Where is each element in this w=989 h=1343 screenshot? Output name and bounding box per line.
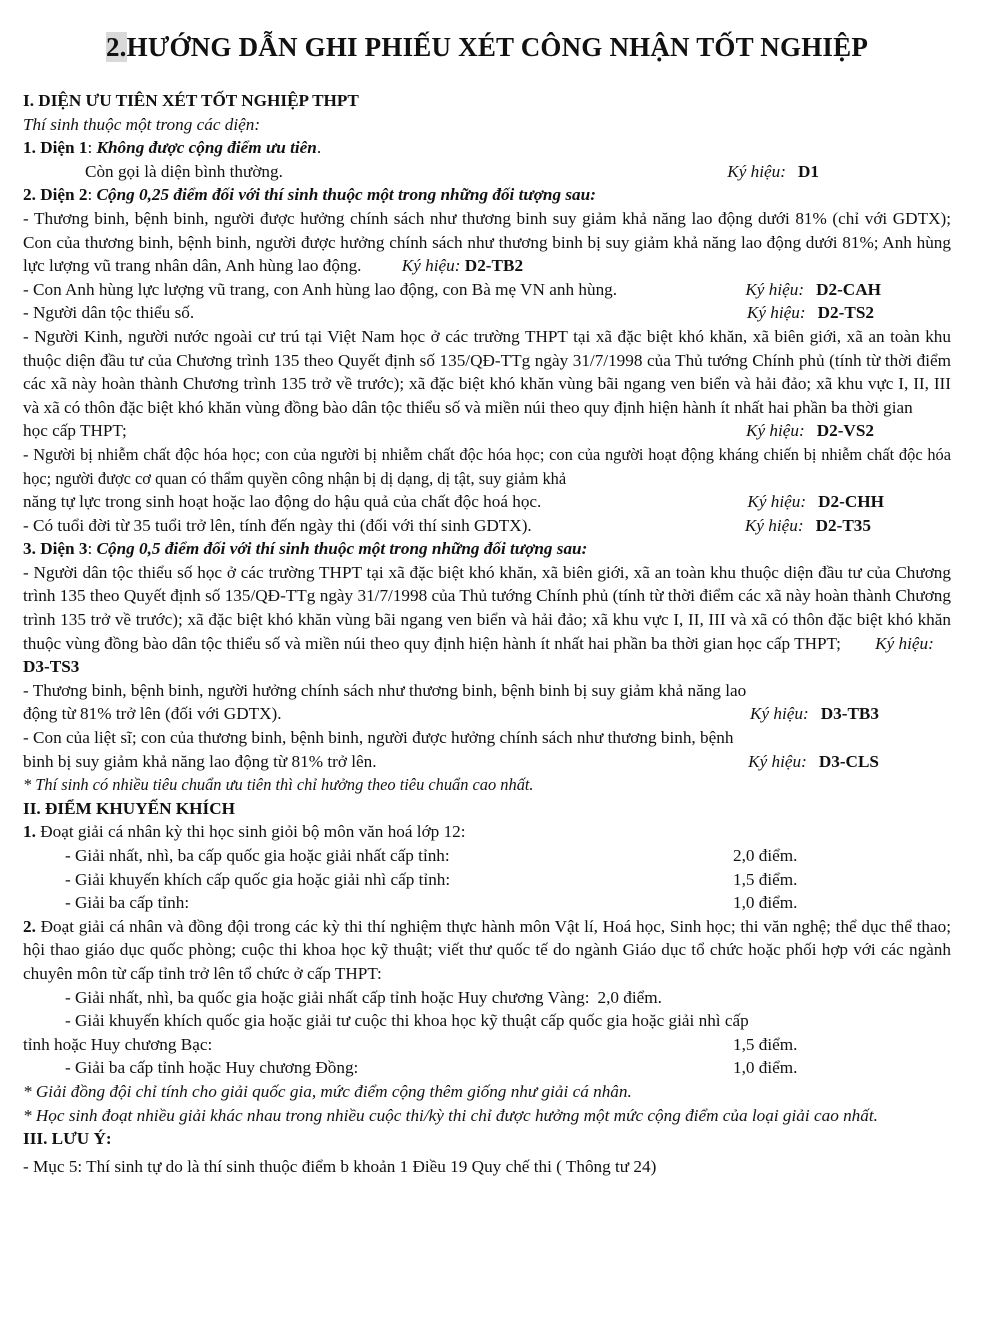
symbol-code: D2-TB2 (464, 256, 524, 276)
section-2-heading: II. ĐIỂM KHUYẾN KHÍCH (23, 798, 235, 818)
d2-item-vs2-text: - Người Kinh, người nước ngoài cư trú tại Việt Nam học ở các trường THPT tại xã đặc biệt khó khăn, xã biên giới, xã an toàn khu thuộc diện đầu tư của Chương trình 135 theo Quyết định số 135/QĐ-TTg ngày 31/7/1998 của Thủ tướng Chính phủ (tính từ thời điểm các xã này hoàn thành Chương trình 135 trở về trước); xã đặc biệt khó khăn vùng bãi ngang ven biển và hải đảo; xã khu vực I, II, III và xã có thôn đặc biệt khó khăn vùng đồng bào dân tộc thiểu số và miền núi theo quy định hiện hành ít nhất hai phần ba thời gian (23, 326, 951, 417)
award-points: 1,5 điểm. (733, 869, 798, 889)
d2-item-chh-text: - Người bị nhiễm chất độc hóa học; con của người bị nhiễm chất độc hóa học; con của người hoạt động kháng chiến bị nhiễm chất độc hóa học; người được cơ quan có thẩm quyền công nhận bị dị dạng, dị tật, suy giảm khả (23, 444, 951, 488)
sec2-p2-item-2-text: - Giải khuyến khích quốc gia hoặc giải tư cuộc thi khoa học kỹ thuật cấp quốc gia hoặc giải nhì cấp (65, 1011, 749, 1031)
d2-heading (23, 183, 951, 207)
d2-item-tail: học cấp THPT; (23, 421, 127, 441)
d2-item-tb2 (23, 207, 951, 278)
d2-chh-symbol (747, 490, 884, 514)
d1-note-row (23, 160, 951, 184)
d2-item-chh-tail (23, 490, 951, 514)
d3-item-cls-tail (23, 750, 951, 774)
d3-sep: : (87, 539, 97, 559)
symbol-label: Ký hiệu: (748, 751, 807, 771)
sec2-p1-item-2 (23, 868, 951, 892)
symbol-label: Ký hiệu: (727, 161, 786, 181)
award-label: - Giải ba cấp tỉnh hoặc Huy chương Đồng: (65, 1058, 359, 1078)
d2-cah-symbol (745, 278, 881, 302)
sec2-p2-num: 2. (23, 916, 36, 936)
d2-sep: : (87, 185, 97, 205)
d2-item-text: - Có tuổi đời từ 35 tuổi trở lên, tính đến ngày thi (đối với thí sinh GDTX). (23, 515, 532, 535)
d3-item-cls-text: - Con của liệt sĩ; con của thương binh, bệnh binh, người được hưởng chính sách như thương binh, bệnh (23, 728, 734, 748)
d3-heading (23, 537, 951, 561)
symbol-label: Ký hiệu: (747, 492, 807, 512)
d2-label: 2. Diện 2 (23, 185, 88, 205)
symbol-code: D2-TS2 (817, 303, 874, 323)
section-1-intro: Thí sinh thuộc một trong các diện: (23, 114, 261, 134)
d3-item-tb3-text: - Thương binh, bệnh binh, người hưởng chính sách như thương binh, bệnh binh bị suy giảm khả năng lao (23, 680, 747, 700)
section-1-heading: I. DIỆN ƯU TIÊN XÉT TỐT NGHIỆP THPT (23, 91, 359, 110)
award-points: 2,0 điểm. (597, 987, 662, 1007)
d2-item-ts2 (23, 301, 951, 325)
award-label-tail: tỉnh hoặc Huy chương Bạc: (23, 1034, 213, 1054)
symbol-label: Ký hiệu: (745, 421, 805, 441)
d1-note: Còn gọi là diện bình thường. (85, 161, 283, 181)
d1-heading (23, 136, 951, 160)
d2-item-t35 (23, 514, 951, 538)
award-label: - Giải nhất, nhì, ba cấp quốc gia hoặc giải nhất cấp tỉnh: (65, 846, 450, 865)
symbol-code: D3-CLS (818, 751, 879, 771)
d2-item-cah (23, 278, 951, 302)
sec2-p2-text: Đoạt giải cá nhân và đồng đội trong các kỳ thi thí nghiệm thực hành môn Vật lí, Hoá học, Sinh học; thi văn nghệ; thể dục thể thao; hội thao giáo dục quốc phòng; cuộc thi khoa học kỹ thuật; viết thư quốc tế do ngành Giáo dục tổ chức hoặc phối hợp với các ngành chuyên môn từ cấp tỉnh trở lên tổ chức ở cấp THPT: (23, 916, 951, 983)
d3-desc: Cộng 0,5 điểm đối với thí sinh thuộc một trong những đối tượng sau: (96, 539, 588, 559)
section-1-note: * Thí sinh có nhiều tiêu chuẩn ưu tiên thì chỉ hưởng theo tiêu chuẩn cao nhất. (23, 775, 534, 795)
d2-item-text: - Thương binh, bệnh binh, người được hưởng chính sách như thương binh suy giảm khả năng lao động dưới 81% (chỉ với GDTX); Con của thương binh, bệnh binh, người được hưởng chính sách như thương binh bị suy giảm khả năng lao động dưới 81%; Anh hùng lực lượng vũ trang nhân dân, Anh hùng lao động. (23, 208, 951, 276)
d1-desc: Không được cộng điểm ưu tiên (96, 138, 317, 158)
award-label: - Giải nhất, nhì, ba quốc gia hoặc giải nhất cấp tỉnh hoặc Huy chương Vàng: (65, 987, 590, 1007)
award-points: 1,5 điểm. (733, 1034, 798, 1054)
d2-t35-symbol (745, 514, 871, 538)
sec2-note-1: * Giải đồng đội chỉ tính cho giải quốc gia, mức điểm cộng thêm giống như giải cá nhân. (23, 1081, 632, 1101)
sec2-p1-item-1 (23, 844, 951, 868)
d2-item-tail: năng tự lực trong sinh hoạt hoặc lao động do hậu quả của chất độc hoá học. (23, 492, 542, 512)
symbol-label: Ký hiệu: (746, 303, 806, 323)
d3-tb3-symbol (750, 702, 879, 726)
symbol-code: D2-T35 (815, 515, 871, 535)
d1-sep: : (87, 138, 97, 158)
sec3-item: - Mục 5: Thí sinh tự do là thí sinh thuộc điểm b khoản 1 Điều 19 Quy chế thi ( Thông tư 24) (23, 1156, 657, 1176)
symbol-label: Ký hiệu: (745, 279, 805, 299)
sec2-p1 (23, 820, 951, 844)
symbol-code: D3-TB3 (820, 704, 879, 724)
d3-item-tail: động từ 81% trở lên (đối với GDTX). (23, 704, 282, 724)
title-number: 2. (105, 32, 127, 62)
sec2-p1-item-3 (23, 891, 951, 915)
d1-symbol (727, 160, 819, 184)
award-label: - Giải ba cấp tỉnh: (65, 893, 190, 913)
symbol-code: D2-CAH (816, 279, 881, 299)
d3-item-tb3-tail (23, 702, 951, 726)
d2-ts2-symbol (747, 301, 874, 325)
d3-label: 3. Diện 3 (23, 539, 88, 559)
d3-item-ts3 (23, 561, 951, 679)
d3-item-tail: binh bị suy giảm khả năng lao động từ 81% trở lên. (23, 751, 377, 771)
award-points: 2,0 điểm. (733, 846, 798, 865)
symbol-code: D1 (797, 161, 819, 181)
award-label: - Giải khuyến khích cấp quốc gia hoặc giải nhì cấp tỉnh: (65, 869, 451, 889)
page-title (23, 30, 951, 64)
sec2-p1-text: Đoạt giải cá nhân kỳ thi học sinh giỏi bộ môn văn hoá lớp 12: (35, 822, 466, 842)
d3-item-text: - Người dân tộc thiểu số học ở các trường THPT tại xã đặc biệt khó khăn, xã biên giới, xã an toàn khu thuộc diện đầu tư của Chương trình 135 theo Quyết định số 135/QĐ-TTg ngày 31/7/1998 của Thủ tướng Chính phủ (tính từ thời điểm các xã này hoàn thành Chương trình 135 trở về trước); xã đặc biệt khó khăn vùng bãi ngang ven biển và hải đảo; xã khu vực I, II, III và xã có thôn đặc biệt khó khăn thuộc vùng đồng bào dân tộc thiểu số và miền núi theo quy định hiện hành ít nhất hai phần ba thời gian học cấp THPT; (23, 562, 951, 653)
document-page (23, 30, 951, 1178)
symbol-label: Ký hiệu: (875, 633, 934, 653)
sec2-note-2: * Học sinh đoạt nhiều giải khác nhau trong nhiều cuộc thi/kỳ thi chỉ được hưởng một mức cộng điểm của loại giải cao nhất. (23, 1105, 878, 1125)
sec2-p1-num: 1. (23, 822, 36, 842)
symbol-label: Ký hiệu: (750, 704, 809, 724)
d1-dot: . (316, 138, 322, 158)
d2-vs2-symbol (746, 419, 874, 443)
d3-cls-symbol (748, 750, 879, 774)
d1-label: 1. Diện 1 (23, 138, 88, 158)
section-3-heading: III. LƯU Ý: (23, 1129, 112, 1149)
sec2-p2-item-2-tail (23, 1033, 951, 1057)
d2-item-vs2-tail (23, 419, 951, 443)
sec2-p2-item-1 (23, 986, 951, 1010)
d2-item-text: - Con Anh hùng lực lượng vũ trang, con Anh hùng lao động, con Bà mẹ VN anh hùng. (23, 279, 618, 299)
sec2-p2 (23, 915, 951, 986)
sec2-p2-item-3 (23, 1056, 951, 1080)
d2-item-text: - Người dân tộc thiểu số. (23, 303, 195, 323)
symbol-label: Ký hiệu: (401, 256, 461, 276)
symbol-label: Ký hiệu: (744, 515, 804, 535)
title-text: HƯỚNG DẪN GHI PHIẾU XÉT CÔNG NHẬN TỐT NGHIỆP (126, 32, 869, 62)
symbol-code: D3-TS3 (23, 657, 80, 677)
award-points: 1,0 điểm. (733, 1058, 798, 1078)
award-points: 1,0 điểm. (733, 893, 798, 913)
d2-desc: Cộng 0,25 điểm đối với thí sinh thuộc một trong những đối tượng sau: (96, 185, 596, 205)
symbol-code: D2-VS2 (816, 421, 874, 441)
symbol-code: D2-CHH (818, 492, 884, 512)
